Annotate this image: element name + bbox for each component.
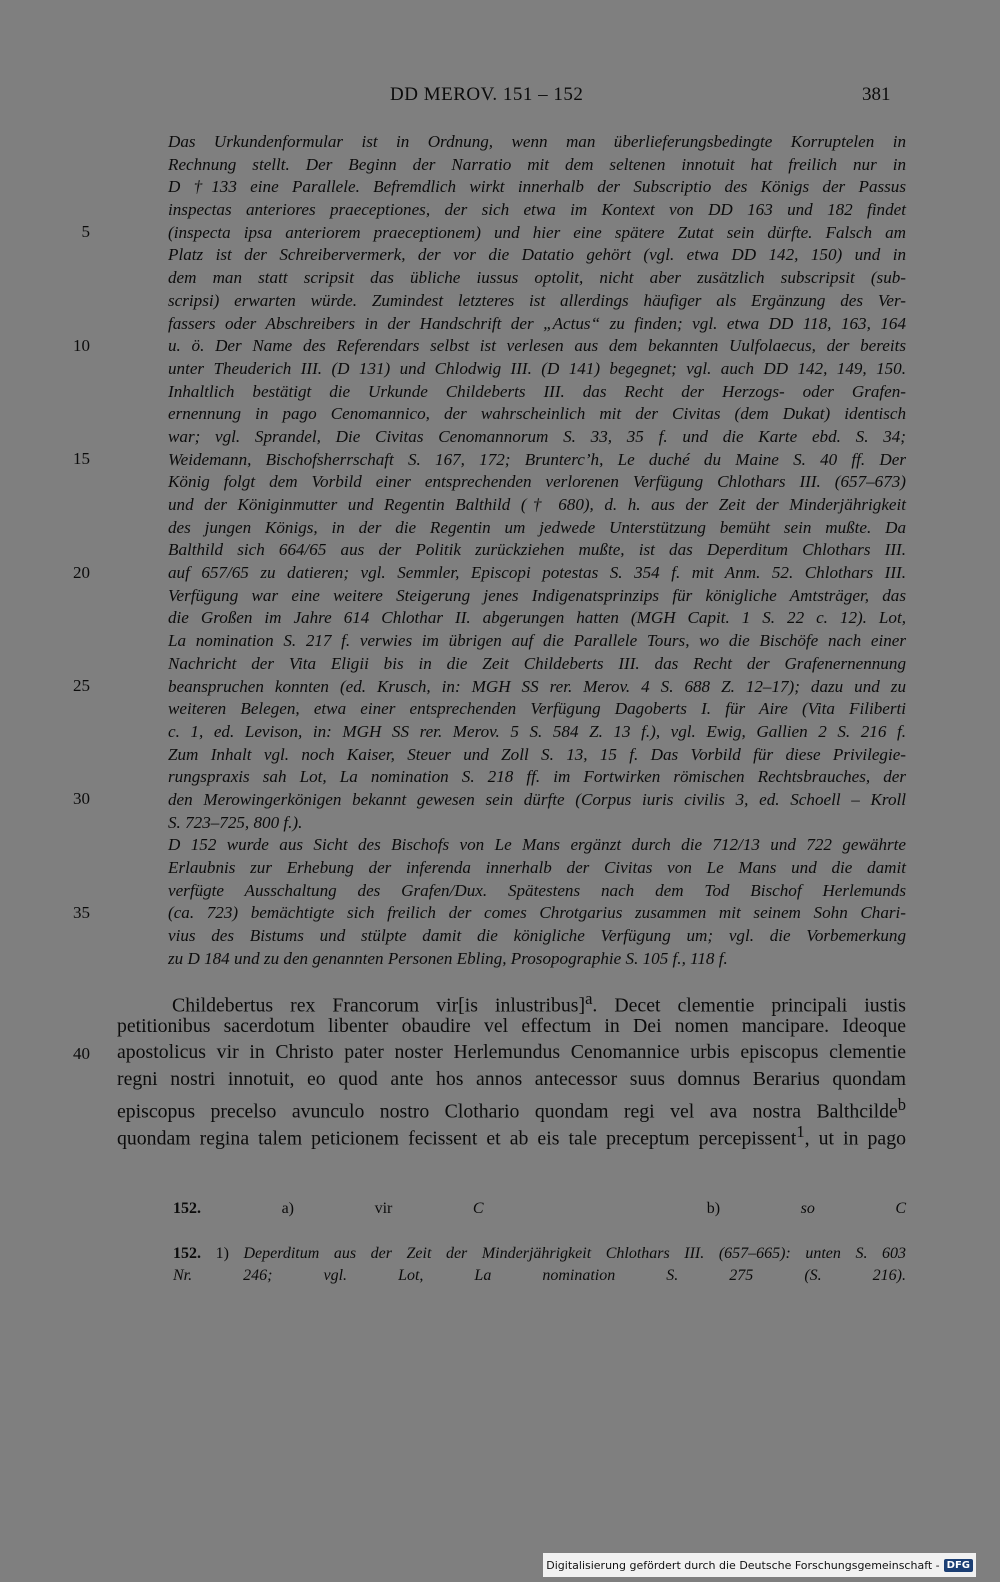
commentary-line: dem man statt scripsit das übliche iussus optolit, nicht aber zusätzlich subscripsit (sub- [168, 268, 906, 288]
charter-segment: , ut in pago [804, 1127, 906, 1150]
commentary-line: fassers oder Abschreibers in der Handschrift der „Actus“ zu finden; vgl. etwa DD 118, 163, 164 [168, 313, 906, 333]
footnote-label: 1) [215, 1245, 229, 1262]
line-number: 5 [81, 222, 90, 241]
charter-text [117, 986, 906, 1150]
apparatus-a-label: a) [281, 1200, 294, 1217]
line-number: 35 [73, 903, 90, 922]
commentary-line: inspectas anteriores praeceptiones, der sich etwa im Kontext von DD 163 und 182 findet [168, 200, 906, 220]
commentary-line: unter Theuderich III. (D 131) und Chlodwig III. (D 141) begegnet; vgl. auch DD 142, 149, 150. [168, 358, 906, 378]
charter-segment: . Decet clementie principali iustis [592, 994, 906, 1017]
line-number: 20 [73, 563, 90, 582]
line-number: 40 [73, 1044, 90, 1063]
apparatus-b-label: b) [706, 1200, 721, 1217]
digitization-footer [543, 1553, 976, 1577]
commentary-line: die Großen im Jahre 614 Chlothar II. abgerungen hatten (MGH Capit. 1 S. 22 c. 12). Lot, [168, 608, 906, 628]
commentary-line: S. 723–725, 800 f.). [168, 812, 303, 832]
commentary-line: König folgt dem Vorbild einer entsprechenden verlorenen Verfügung Chlothars III. (657–673) [168, 472, 906, 492]
commentary-line: u. ö. Der Name des Referendars selbst ist verlesen aus dem bekannten Uulfolaecus, der bereits [168, 336, 906, 356]
commentary-line: Nachricht der Vita Eligii bis in die Zeit Childeberts III. das Recht der Grafenernennung [168, 653, 906, 673]
apparatus-b-text: so C [800, 1200, 907, 1217]
apparatus-number: 152. [173, 1200, 201, 1217]
commentary-line: (inspecta ipsa anteriorem praeceptionem) und hier eine spätere Zutat sein dürfte. Falsch am [168, 222, 906, 242]
page-number: 381 [862, 84, 891, 105]
commentary-line: ernennung in pago Cenomannico, der wahrscheinlich mit der Civitas (dem Dukat) identisch [168, 404, 906, 424]
charter-line: petitionibus sacerdotum libenter obaudire vel effectum in Dei nomen mancipare. Ideoque [117, 1014, 906, 1037]
dfg-logo: DFG [944, 1559, 973, 1572]
commentary-line: des jungen Königs, in der die Regentin um jedwede Unterstützung bemüht sein mußte. Da [168, 517, 906, 537]
commentary-line: vius des Bistums und stülpte damit die königliche Verfügung um; vgl. die Vorbemerkung [168, 926, 906, 946]
commentary-line: rungspraxis sah Lot, La nomination S. 218 ff. im Fortwirken römischen Rechtsbrauches, der [168, 767, 906, 787]
charter-segment: episcopus precelso avunculo nostro Clothario quondam regi vel ava nostra Balthcilde [117, 1100, 898, 1123]
footnote-line [173, 1243, 906, 1265]
commentary-line: La nomination S. 217 f. verwies im übrigen auf die Parallele Tours, wo die Bischöfe nach einer [168, 631, 906, 651]
commentary-line: Platz ist der Schreibervermerk, der vor die Datatio gehört (vgl. etwa DD 142, 150) und in [168, 245, 906, 265]
charter-line [117, 986, 906, 1017]
footnote [173, 1243, 906, 1287]
commentary-line: auf 657/65 zu datieren; vgl. Semmler, Episcopi potestas S. 354 f. mit Anm. 52. Chlothars III. [168, 563, 906, 583]
apparatus-a-text: vir [374, 1200, 393, 1217]
footer-text: Digitalisierung gefördert durch die Deutsche Forschungsgemeinschaft - [546, 1558, 940, 1572]
commentary-line: (ca. 723) bemächtigte sich freilich der comes Chrotgarius zusammen mit seinem Sohn Chari- [168, 903, 906, 923]
commentary-line: c. 1, ed. Levison, in: MGH SS rer. Merov. 5 S. 584 Z. 13 f.), vgl. Ewig, Gallien 2 S. 216 f. [168, 721, 906, 741]
commentary-line: beanspruchen konnten (ed. Krusch, in: MGH SS rer. Merov. 4 S. 688 Z. 12–17); dazu und zu [168, 676, 906, 696]
charter-segment: Childebertus rex Francorum vir[is inlustribus] [172, 994, 586, 1017]
charter-line [117, 1092, 906, 1123]
charter-segment: quondam regina talem peticionem fecissent et ab eis tale preceptum percepissent [117, 1127, 797, 1150]
page-header [0, 84, 1000, 112]
apparatus-line [173, 1198, 906, 1220]
apparatus-marker-a: a [585, 989, 593, 1008]
apparatus-marker-b: b [897, 1095, 906, 1114]
commentary-line: verfügte Ausschaltung des Grafen/Dux. Spätestens nach dem Tod Bischof Herlemunds [168, 880, 906, 900]
commentary-line: Inhaltlich bestätigt die Urkunde Childeberts III. das Recht der Herzogs- oder Grafen- [168, 381, 906, 401]
commentary-block [168, 131, 906, 970]
commentary-line: Zum Inhalt vgl. noch Kaiser, Steuer und Zoll S. 13, 15 f. Das Vorbild für diese Privilegie- [168, 744, 906, 764]
footnote-text: Deperditum aus der Zeit der Minderjährigkeit Chlothars III. (657–665): unten S. 603 [243, 1245, 907, 1262]
commentary-line: den Merowingerkönigen bekannt gewesen sein dürfte (Corpus iuris civilis 3, ed. Schoell – Kroll [168, 789, 906, 809]
commentary-line: scripsi) erwarten würde. Zumindest letzteres ist allerdings häufiger als Ergänzung des Ver- [168, 290, 906, 310]
commentary-line: und der Königinmutter und Regentin Balthild († 680), d. h. aus der Zeit der Minderjährigkeit [168, 495, 906, 514]
commentary-line: zu D 184 und zu den genannten Personen Ebling, Prosopographie S. 105 f., 118 f. [168, 948, 728, 968]
running-head: DD MEROV. 151 – 152 [390, 84, 584, 105]
charter-line [117, 1119, 906, 1150]
commentary-line: war; vgl. Sprandel, Die Civitas Cenomannorum S. 33, 35 f. und die Karte ebd. S. 34; [168, 426, 906, 446]
footnote-line: Nr. 246; vgl. Lot, La nomination S. 275 (S. 216). [173, 1267, 906, 1284]
commentary-line: weiteren Belegen, etwa einer entsprechenden Verfügung Dagoberts I. für Aire (Vita Filiberti [168, 699, 906, 719]
footnote-marker-1: 1 [796, 1121, 805, 1141]
commentary-line: Das Urkundenformular ist in Ordnung, wenn man überlieferungsbedingte Korruptelen in [168, 132, 906, 151]
commentary-line: Weidemann, Bischofsherrschaft S. 167, 172; Brunterc’h, Le duché du Maine S. 40 ff. Der [168, 449, 906, 469]
charter-line: regni nostri innotuit, eo quod ante hos annos antecessor suus domnus Berarius quondam [117, 1067, 906, 1090]
line-number: 15 [73, 449, 90, 468]
line-number: 30 [73, 789, 90, 808]
apparatus-a-siglum: C [472, 1200, 484, 1217]
line-number: 10 [73, 336, 90, 355]
commentary-line: Verfügung war eine weitere Steigerung jenes Indigenatsprinzips für königliche Amtsträger, das [168, 585, 906, 605]
commentary-line: Balthild sich 664/65 aus der Politik zurückziehen mußte, ist das Deperditum Chlothars III. [168, 540, 906, 560]
commentary-line: Erlaubnis zur Erhebung der inferenda innerhalb der Civitas von Le Mans und die damit [168, 858, 906, 877]
commentary-line: D 152 wurde aus Sicht des Bischofs von Le Mans ergänzt durch die 712/13 und 722 gewährte [168, 835, 906, 855]
commentary-line: Rechnung stellt. Der Beginn der Narratio mit dem seltenen innotuit hat freilich nur in [168, 154, 906, 174]
commentary-line: D †133 eine Parallele. Befremdlich wirkt innerhalb der Subscriptio des Königs der Passus [168, 177, 906, 197]
text-apparatus [173, 1198, 906, 1220]
line-number: 25 [73, 676, 90, 695]
footnote-number: 152. [173, 1245, 201, 1262]
charter-line: apostolicus vir in Christo pater noster Herlemundus Cenomannice urbis episcopus clementie [117, 1041, 906, 1063]
